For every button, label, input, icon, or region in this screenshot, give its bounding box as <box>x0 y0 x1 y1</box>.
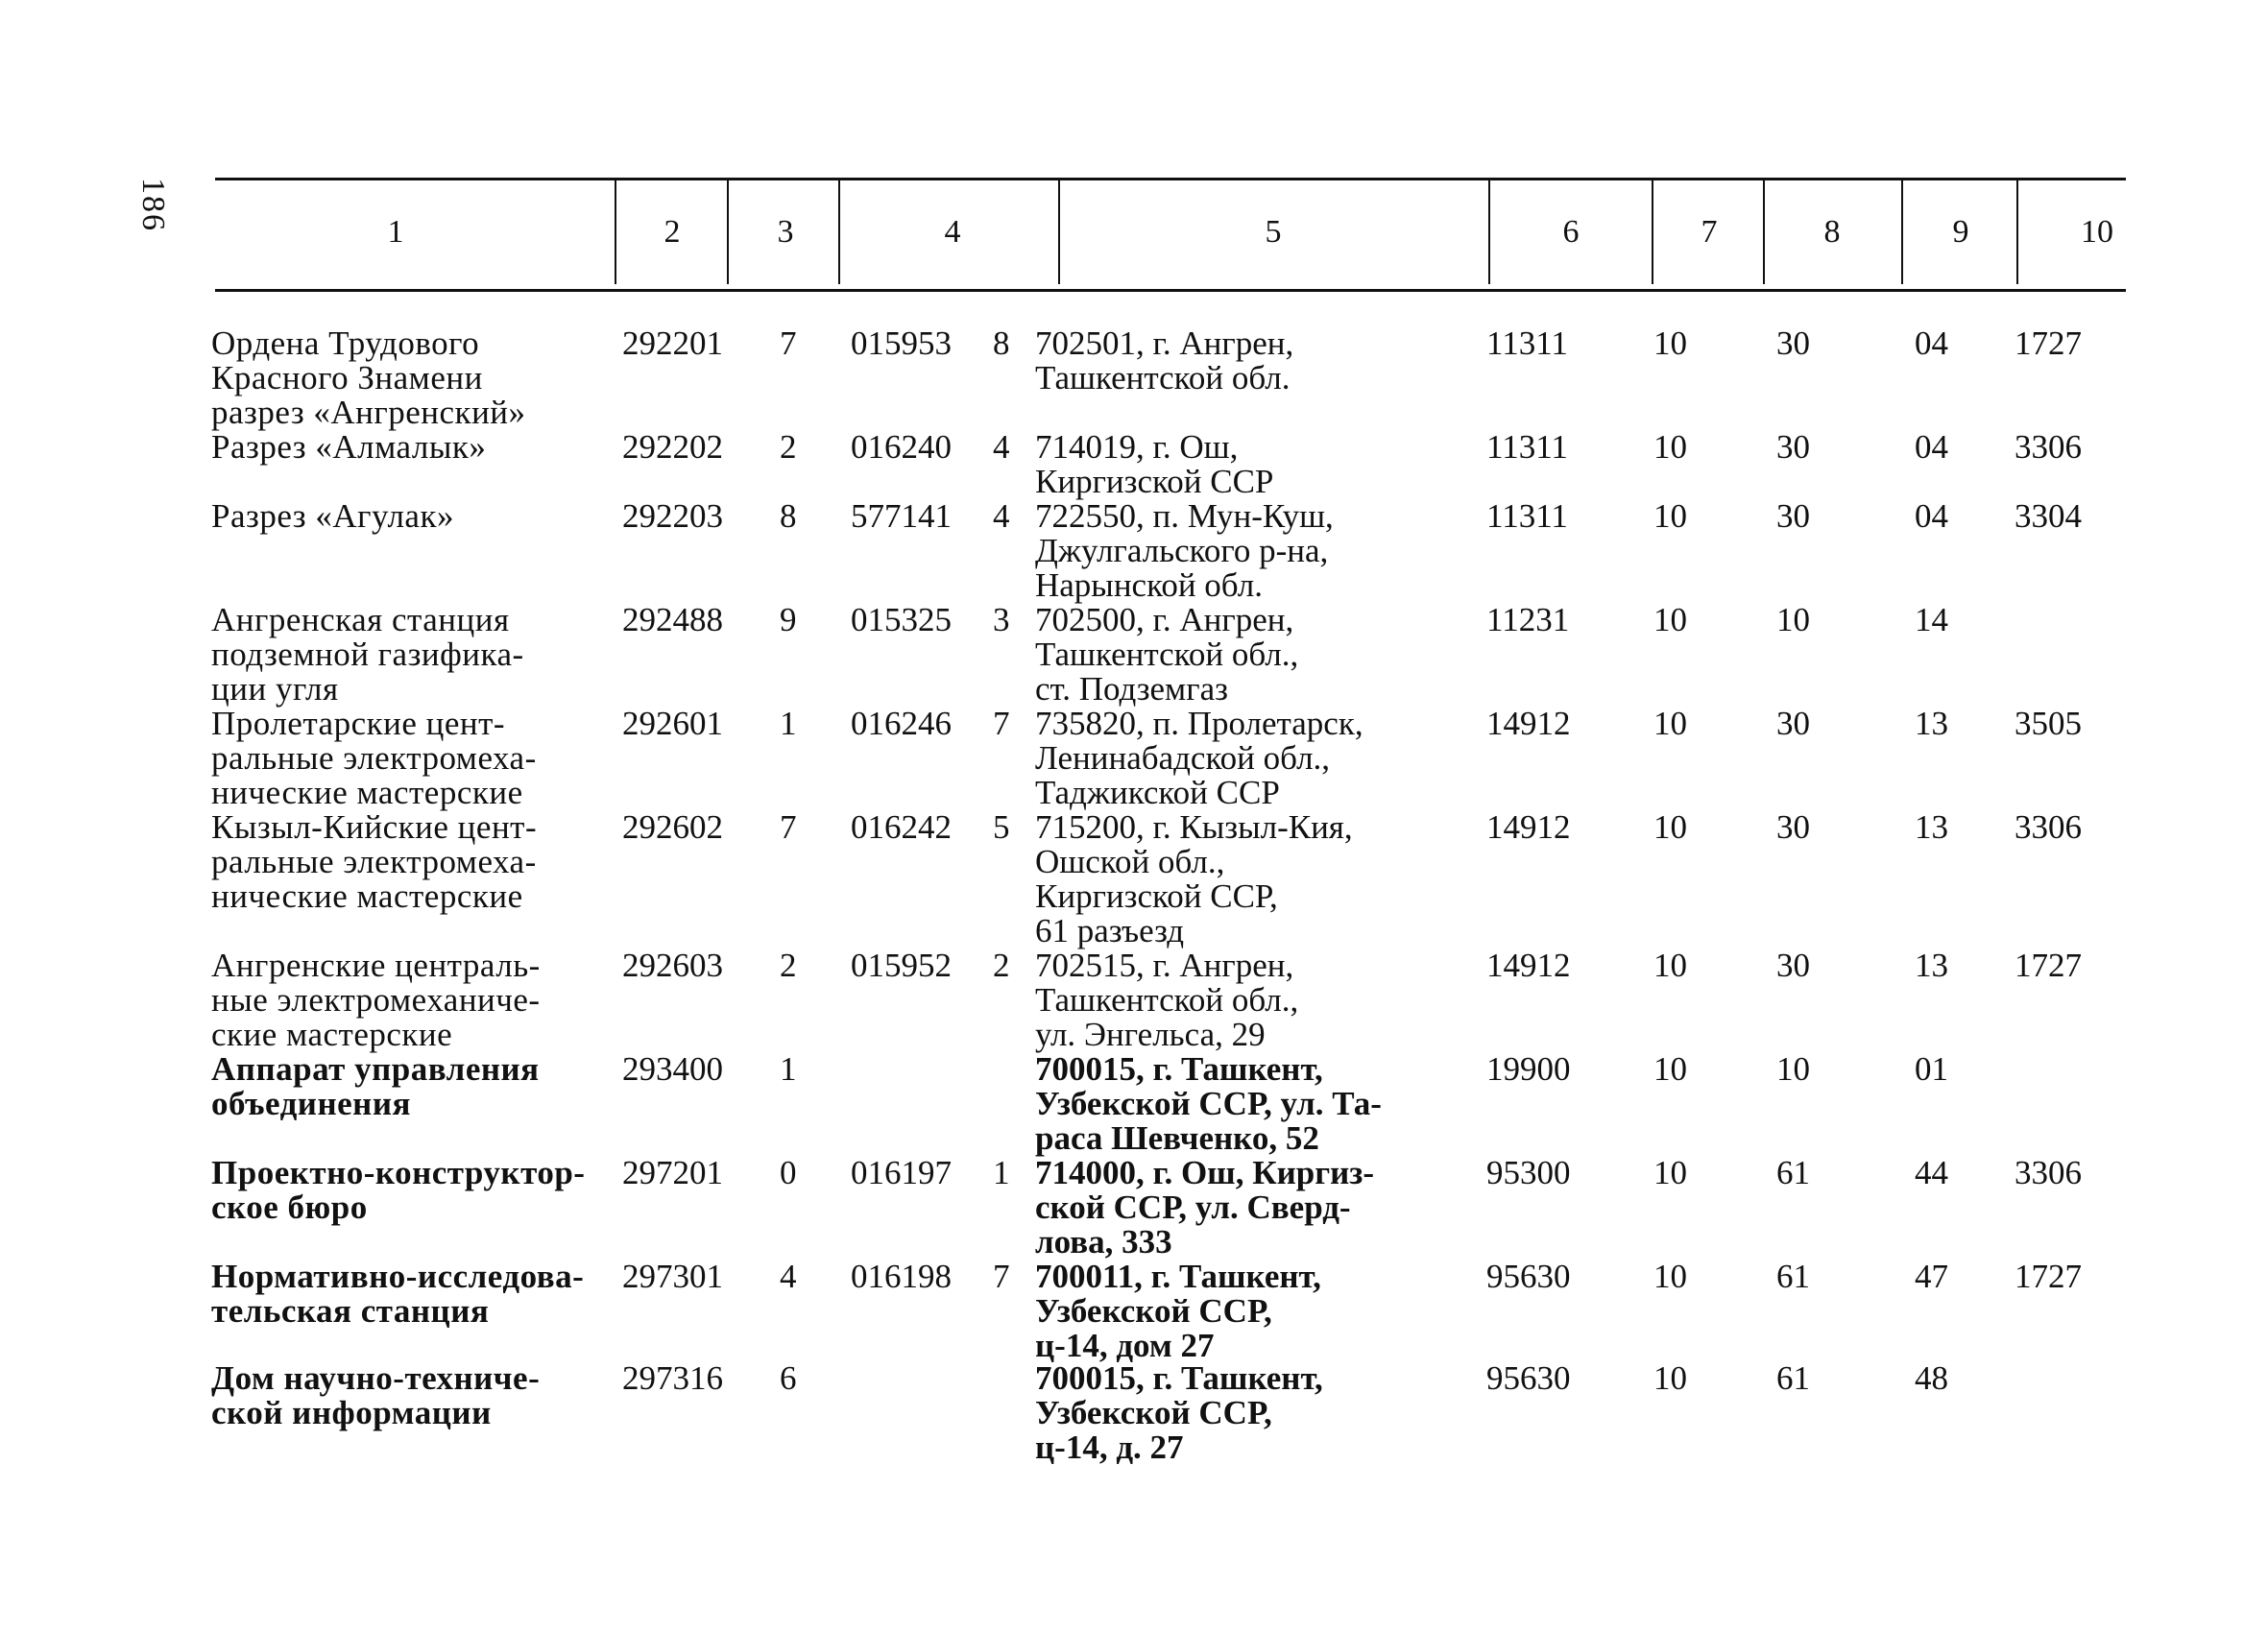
address-line: Ленинабадской обл., <box>1035 739 1331 777</box>
address-line: Ташкентской обл. <box>1035 359 1291 396</box>
org-name-line: Красного Знамени <box>211 359 483 396</box>
table-header-bottom-rule <box>215 289 2126 292</box>
column-9-value: 13 <box>1915 947 1948 984</box>
column-8-value: 30 <box>1776 497 1810 535</box>
org-code: 292603 <box>622 947 723 984</box>
column-8-value: 10 <box>1776 601 1810 638</box>
column-9-value: 47 <box>1915 1258 1948 1295</box>
org-name-line: ские мастерские <box>211 1016 453 1053</box>
control-digit: 9 <box>780 601 797 638</box>
column-6-value: 14912 <box>1486 947 1571 984</box>
org-name-line: Нормативно-исследова- <box>211 1258 585 1295</box>
column-8-value: 30 <box>1776 324 1810 362</box>
okpo-control-digit: 7 <box>993 1258 1010 1295</box>
address-line: Узбекской ССР, <box>1035 1394 1272 1431</box>
address-line: ской ССР, ул. Сверд- <box>1035 1189 1351 1226</box>
column-7-value: 10 <box>1653 705 1687 742</box>
org-code: 297316 <box>622 1359 723 1397</box>
okpo-code: 016198 <box>851 1258 952 1295</box>
column-10-value: 3306 <box>2015 808 2082 846</box>
address-line: ст. Подземгаз <box>1035 670 1228 708</box>
org-name-line: Разрез «Агулак» <box>211 497 454 535</box>
okpo-control-digit: 4 <box>993 428 1010 466</box>
column-8-value: 30 <box>1776 705 1810 742</box>
address-line: Таджикской ССР <box>1035 774 1280 811</box>
org-name-line: ные электромеханиче- <box>211 981 541 1019</box>
column-10-value: 1727 <box>2015 324 2082 362</box>
column-6-value: 95300 <box>1486 1154 1571 1191</box>
address-line: 702515, г. Ангрен, <box>1035 947 1294 984</box>
org-code: 297201 <box>622 1154 723 1191</box>
address-line: 702501, г. Ангрен, <box>1035 324 1294 362</box>
org-name-line: ции угля <box>211 670 339 708</box>
address-line: 61 разъезд <box>1035 912 1185 949</box>
address-line: Узбекской ССР, ул. Та- <box>1035 1085 1382 1122</box>
column-header-6: 6 <box>1562 214 1580 250</box>
column-10-value: 1727 <box>2015 1258 2082 1295</box>
column-6-value: 95630 <box>1486 1359 1571 1397</box>
org-code: 292202 <box>622 428 723 466</box>
org-name-line: подземной газифика- <box>211 636 524 673</box>
org-name-line: тельская станция <box>211 1292 490 1330</box>
org-name-line: Ангренская станция <box>211 601 510 638</box>
okpo-control-digit: 1 <box>993 1154 1010 1191</box>
org-name-line: Кызыл-Кийские цент- <box>211 808 538 846</box>
column-9-value: 04 <box>1915 497 1948 535</box>
column-header-9: 9 <box>1952 214 1969 250</box>
column-7-value: 10 <box>1653 428 1687 466</box>
okpo-control-digit: 5 <box>993 808 1010 846</box>
column-9-value: 01 <box>1915 1050 1948 1088</box>
column-divider <box>1488 180 1490 284</box>
column-divider <box>727 180 729 284</box>
column-header-4: 4 <box>944 214 961 250</box>
column-divider <box>2016 180 2018 284</box>
column-9-value: 04 <box>1915 428 1948 466</box>
okpo-code: 016242 <box>851 808 952 846</box>
org-name-line: Аппарат управления <box>211 1050 540 1088</box>
column-9-value: 04 <box>1915 324 1948 362</box>
org-name-line: Ангренские централь- <box>211 947 541 984</box>
address-line: Киргизской ССР, <box>1035 877 1278 915</box>
column-7-value: 10 <box>1653 808 1687 846</box>
okpo-code: 015952 <box>851 947 952 984</box>
column-header-10: 10 <box>2081 214 2113 250</box>
column-8-value: 61 <box>1776 1258 1810 1295</box>
column-header-1: 1 <box>387 214 404 250</box>
column-header-5: 5 <box>1265 214 1282 250</box>
column-7-value: 10 <box>1653 947 1687 984</box>
okpo-control-digit: 7 <box>993 705 1010 742</box>
column-8-value: 61 <box>1776 1154 1810 1191</box>
org-name-line: разрез «Ангренский» <box>211 394 526 431</box>
okpo-code: 577141 <box>851 497 952 535</box>
okpo-code: 015953 <box>851 324 952 362</box>
address-line: 702500, г. Ангрен, <box>1035 601 1294 638</box>
address-line: Узбекской ССР, <box>1035 1292 1272 1330</box>
okpo-code: 016246 <box>851 705 952 742</box>
column-10-value: 3304 <box>2015 497 2082 535</box>
column-7-value: 10 <box>1653 1359 1687 1397</box>
address-line: 722550, п. Мун-Куш, <box>1035 497 1334 535</box>
column-header-7: 7 <box>1701 214 1718 250</box>
address-line: 700015, г. Ташкент, <box>1035 1359 1323 1397</box>
column-10-value: 1727 <box>2015 947 2082 984</box>
address-line: Киргизской ССР <box>1035 463 1274 500</box>
okpo-code: 016240 <box>851 428 952 466</box>
control-digit: 6 <box>780 1359 797 1397</box>
page-number: 186 <box>135 178 171 232</box>
column-7-value: 10 <box>1653 1258 1687 1295</box>
column-7-value: 10 <box>1653 324 1687 362</box>
column-8-value: 10 <box>1776 1050 1810 1088</box>
column-6-value: 19900 <box>1486 1050 1571 1088</box>
column-header-2: 2 <box>664 214 681 250</box>
org-name-line: ральные электромеха- <box>211 739 537 777</box>
org-name-line: ральные электромеха- <box>211 843 537 880</box>
control-digit: 7 <box>780 324 797 362</box>
address-line: ул. Энгельса, 29 <box>1035 1016 1266 1053</box>
column-6-value: 11231 <box>1486 601 1570 638</box>
org-name-line: Пролетарские цент- <box>211 705 506 742</box>
okpo-control-digit: 2 <box>993 947 1010 984</box>
column-divider <box>1652 180 1653 284</box>
column-divider <box>1763 180 1765 284</box>
column-9-value: 44 <box>1915 1154 1948 1191</box>
org-code: 292488 <box>622 601 723 638</box>
address-line: 735820, п. Пролетарск, <box>1035 705 1363 742</box>
org-code: 292601 <box>622 705 723 742</box>
org-name-line: объединения <box>211 1085 411 1122</box>
control-digit: 7 <box>780 808 797 846</box>
column-9-value: 13 <box>1915 808 1948 846</box>
column-8-value: 61 <box>1776 1359 1810 1397</box>
column-9-value: 13 <box>1915 705 1948 742</box>
address-line: 700015, г. Ташкент, <box>1035 1050 1323 1088</box>
column-6-value: 11311 <box>1486 428 1568 466</box>
okpo-control-digit: 4 <box>993 497 1010 535</box>
org-code: 292203 <box>622 497 723 535</box>
address-line: Ошской обл., <box>1035 843 1225 880</box>
org-code: 293400 <box>622 1050 723 1088</box>
address-line: Нарынской обл. <box>1035 566 1263 604</box>
org-name-line: Проектно-конструктор- <box>211 1154 586 1191</box>
org-name-line: Дом научно-техниче- <box>211 1359 541 1397</box>
column-header-8: 8 <box>1823 214 1841 250</box>
control-digit: 1 <box>780 705 797 742</box>
control-digit: 0 <box>780 1154 797 1191</box>
column-divider <box>1058 180 1060 284</box>
org-code: 297301 <box>622 1258 723 1295</box>
table-top-rule <box>215 178 2126 180</box>
column-8-value: 30 <box>1776 947 1810 984</box>
address-line: 714019, г. Ош, <box>1035 428 1239 466</box>
column-divider <box>838 180 840 284</box>
column-7-value: 10 <box>1653 497 1687 535</box>
address-line: лова, 333 <box>1035 1223 1172 1261</box>
column-9-value: 14 <box>1915 601 1948 638</box>
column-9-value: 48 <box>1915 1359 1948 1397</box>
column-divider <box>1901 180 1903 284</box>
address-line: Джулгальского р-на, <box>1035 532 1329 569</box>
column-6-value: 11311 <box>1486 497 1568 535</box>
org-name-line: нические мастерские <box>211 877 523 915</box>
address-line: раса Шевченко, 52 <box>1035 1119 1319 1157</box>
org-name-line: нические мастерские <box>211 774 523 811</box>
org-code: 292602 <box>622 808 723 846</box>
okpo-control-digit: 3 <box>993 601 1010 638</box>
column-6-value: 95630 <box>1486 1258 1571 1295</box>
column-8-value: 30 <box>1776 808 1810 846</box>
control-digit: 2 <box>780 428 797 466</box>
org-code: 292201 <box>622 324 723 362</box>
address-line: 714000, г. Ош, Киргиз- <box>1035 1154 1375 1191</box>
control-digit: 1 <box>780 1050 797 1088</box>
column-header-3: 3 <box>777 214 794 250</box>
okpo-code: 015325 <box>851 601 952 638</box>
column-divider <box>615 180 616 284</box>
okpo-control-digit: 8 <box>993 324 1010 362</box>
column-10-value: 3306 <box>2015 428 2082 466</box>
address-line: Ташкентской обл., <box>1035 981 1299 1019</box>
org-name-line: ское бюро <box>211 1189 368 1226</box>
control-digit: 4 <box>780 1258 797 1295</box>
column-7-value: 10 <box>1653 601 1687 638</box>
column-8-value: 30 <box>1776 428 1810 466</box>
column-6-value: 14912 <box>1486 808 1571 846</box>
column-6-value: 11311 <box>1486 324 1568 362</box>
column-6-value: 14912 <box>1486 705 1571 742</box>
control-digit: 8 <box>780 497 797 535</box>
address-line: ц-14, дом 27 <box>1035 1327 1215 1364</box>
address-line: ц-14, д. 27 <box>1035 1429 1184 1466</box>
address-line: Ташкентской обл., <box>1035 636 1299 673</box>
org-name-line: Разрез «Алмалык» <box>211 428 487 466</box>
okpo-code: 016197 <box>851 1154 952 1191</box>
column-10-value: 3306 <box>2015 1154 2082 1191</box>
org-name-line: ской информации <box>211 1394 492 1431</box>
column-7-value: 10 <box>1653 1050 1687 1088</box>
org-name-line: Ордена Трудового <box>211 324 480 362</box>
address-line: 700011, г. Ташкент, <box>1035 1258 1321 1295</box>
control-digit: 2 <box>780 947 797 984</box>
address-line: 715200, г. Кызыл-Кия, <box>1035 808 1353 846</box>
column-7-value: 10 <box>1653 1154 1687 1191</box>
column-10-value: 3505 <box>2015 705 2082 742</box>
